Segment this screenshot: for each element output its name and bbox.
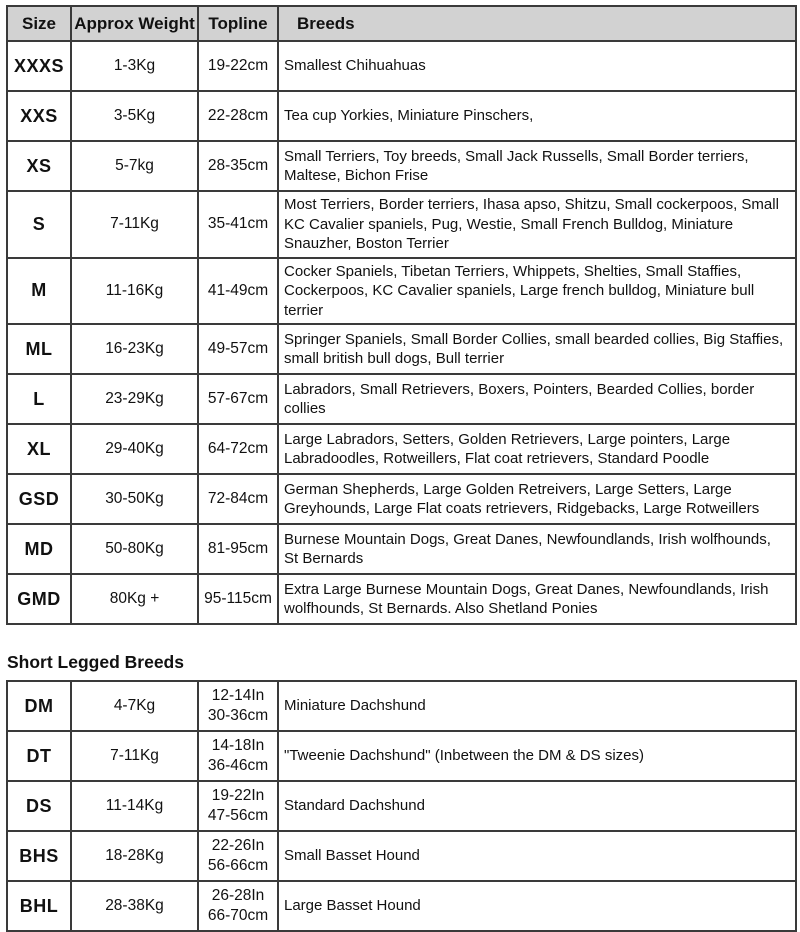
breeds-cell: Miniature Dachshund: [278, 681, 796, 731]
topline-cm: 56-66cm: [207, 857, 269, 874]
breeds-cell: Standard Dachshund: [278, 781, 796, 831]
weight-cell: 3-5Kg: [71, 91, 198, 141]
table-row-gsd: [7, 474, 796, 524]
weight-cell: 30-50Kg: [71, 474, 198, 524]
breeds-cell: Large Basset Hound: [278, 881, 796, 931]
weight-cell: 11-14Kg: [71, 781, 198, 831]
weight-cell: 18-28Kg: [71, 831, 198, 881]
weight-cell: 28-38Kg: [71, 881, 198, 931]
breeds-cell: "Tweenie Dachshund" (Inbetween the DM & DS sizes): [278, 731, 796, 781]
topline-cell: 95-115cm: [198, 574, 278, 624]
table-row-xl: [7, 424, 796, 474]
table-row-bhl: [7, 881, 796, 931]
breeds-cell: Smallest Chihuahuas: [278, 41, 796, 91]
topline-cell: [198, 781, 278, 831]
size-cell: L: [7, 374, 71, 424]
breeds-cell: Most Terriers, Border terriers, Ihasa apso, Shitzu, Small cockerpoos, Small KC Cavalier spaniels, Pug, Westie, Small French Bulldog, Miniature Snauzher, Boston Terrier: [278, 191, 796, 258]
weight-cell: 23-29Kg: [71, 374, 198, 424]
size-cell: DS: [7, 781, 71, 831]
weight-cell: 4-7Kg: [71, 681, 198, 731]
weight-cell: 5-7kg: [71, 141, 198, 191]
topline-cm: 36-46cm: [207, 757, 269, 774]
table-row-s: [7, 191, 796, 258]
main-size-table: [6, 5, 797, 625]
topline-inches: 19-22In: [211, 786, 265, 804]
table-row-m: [7, 258, 796, 325]
weight-cell: 50-80Kg: [71, 524, 198, 574]
topline-cell: [198, 731, 278, 781]
size-cell: XL: [7, 424, 71, 474]
size-cell: BHS: [7, 831, 71, 881]
breeds-cell: Tea cup Yorkies, Miniature Pinschers,: [278, 91, 796, 141]
header-topline: Topline: [198, 6, 278, 41]
weight-cell: 16-23Kg: [71, 324, 198, 374]
breeds-cell: Springer Spaniels, Small Border Collies, small bearded collies, Big Staffies, small british bull dogs, Bull terrier: [278, 324, 796, 374]
short-legged-section-title: Short Legged Breeds: [7, 652, 184, 672]
size-cell: MD: [7, 524, 71, 574]
size-cell: S: [7, 191, 71, 258]
topline-cell: 28-35cm: [198, 141, 278, 191]
weight-cell: 7-11Kg: [71, 731, 198, 781]
breeds-cell: Small Terriers, Toy breeds, Small Jack Russells, Small Border terriers, Maltese, Bichon Frise: [278, 141, 796, 191]
size-cell: GMD: [7, 574, 71, 624]
breeds-cell: Cocker Spaniels, Tibetan Terriers, Whippets, Shelties, Small Staffies, Cockerpoos, KC Cavalier spaniels, Large french bulldog, Miniature bull terrier: [278, 258, 796, 325]
weight-cell: 7-11Kg: [71, 191, 198, 258]
size-cell: ML: [7, 324, 71, 374]
topline-cell: [198, 681, 278, 731]
topline-cell: 41-49cm: [198, 258, 278, 325]
table-row-dt: [7, 731, 796, 781]
topline-inches: 14-18In: [211, 736, 265, 754]
size-cell: DM: [7, 681, 71, 731]
topline-cell: 57-67cm: [198, 374, 278, 424]
size-cell: DT: [7, 731, 71, 781]
topline-cell: 81-95cm: [198, 524, 278, 574]
table-row-ds: [7, 781, 796, 831]
table-row-xs: [7, 141, 796, 191]
size-cell: XXS: [7, 91, 71, 141]
size-cell: BHL: [7, 881, 71, 931]
topline-cell: 22-28cm: [198, 91, 278, 141]
table-row-bhs: [7, 831, 796, 881]
size-cell: GSD: [7, 474, 71, 524]
table-row-md: [7, 524, 796, 574]
topline-cell: 19-22cm: [198, 41, 278, 91]
size-cell: XS: [7, 141, 71, 191]
header-breeds: Breeds: [278, 6, 796, 41]
breeds-cell: Labradors, Small Retrievers, Boxers, Pointers, Bearded Collies, border collies: [278, 374, 796, 424]
topline-cm: 30-36cm: [207, 707, 269, 724]
table-row-ml: [7, 324, 796, 374]
topline-cm: 47-56cm: [207, 807, 269, 824]
table-row-l: [7, 374, 796, 424]
header-approx-weight: Approx Weight: [71, 6, 198, 41]
header-size: Size: [7, 6, 71, 41]
table-row-xxxs: [7, 41, 796, 91]
topline-cm: 66-70cm: [207, 907, 269, 924]
topline-inches: 12-14In: [211, 686, 265, 704]
topline-inches: 26-28In: [211, 886, 265, 904]
size-cell: XXXS: [7, 41, 71, 91]
topline-cell: 35-41cm: [198, 191, 278, 258]
weight-cell: 11-16Kg: [71, 258, 198, 325]
topline-inches: 22-26In: [211, 836, 265, 854]
table-row-xxs: [7, 91, 796, 141]
table-row-gmd: [7, 574, 796, 624]
topline-cell: 72-84cm: [198, 474, 278, 524]
topline-cell: [198, 831, 278, 881]
weight-cell: 29-40Kg: [71, 424, 198, 474]
weight-cell: 80Kg +: [71, 574, 198, 624]
topline-cell: [198, 881, 278, 931]
topline-cell: 64-72cm: [198, 424, 278, 474]
short-legged-table: [6, 680, 797, 932]
breeds-cell: German Shepherds, Large Golden Retreivers, Large Setters, Large Greyhounds, Large Flat coats retrievers, Ridgebacks, Large Rotweillers: [278, 474, 796, 524]
table-row-dm: [7, 681, 796, 731]
breeds-cell: Burnese Mountain Dogs, Great Danes, Newfoundlands, Irish wolfhounds, St Bernards: [278, 524, 796, 574]
breeds-cell: Small Basset Hound: [278, 831, 796, 881]
main-table-header-row: [7, 6, 796, 41]
breeds-cell: Large Labradors, Setters, Golden Retrievers, Large pointers, Large Labradoodles, Rotweillers, Flat coat retrievers, Standard Poodle: [278, 424, 796, 474]
size-cell: M: [7, 258, 71, 325]
weight-cell: 1-3Kg: [71, 41, 198, 91]
topline-cell: 49-57cm: [198, 324, 278, 374]
breeds-cell: Extra Large Burnese Mountain Dogs, Great Danes, Newfoundlands, Irish wolfhounds, St Bernards. Also Shetland Ponies: [278, 574, 796, 624]
